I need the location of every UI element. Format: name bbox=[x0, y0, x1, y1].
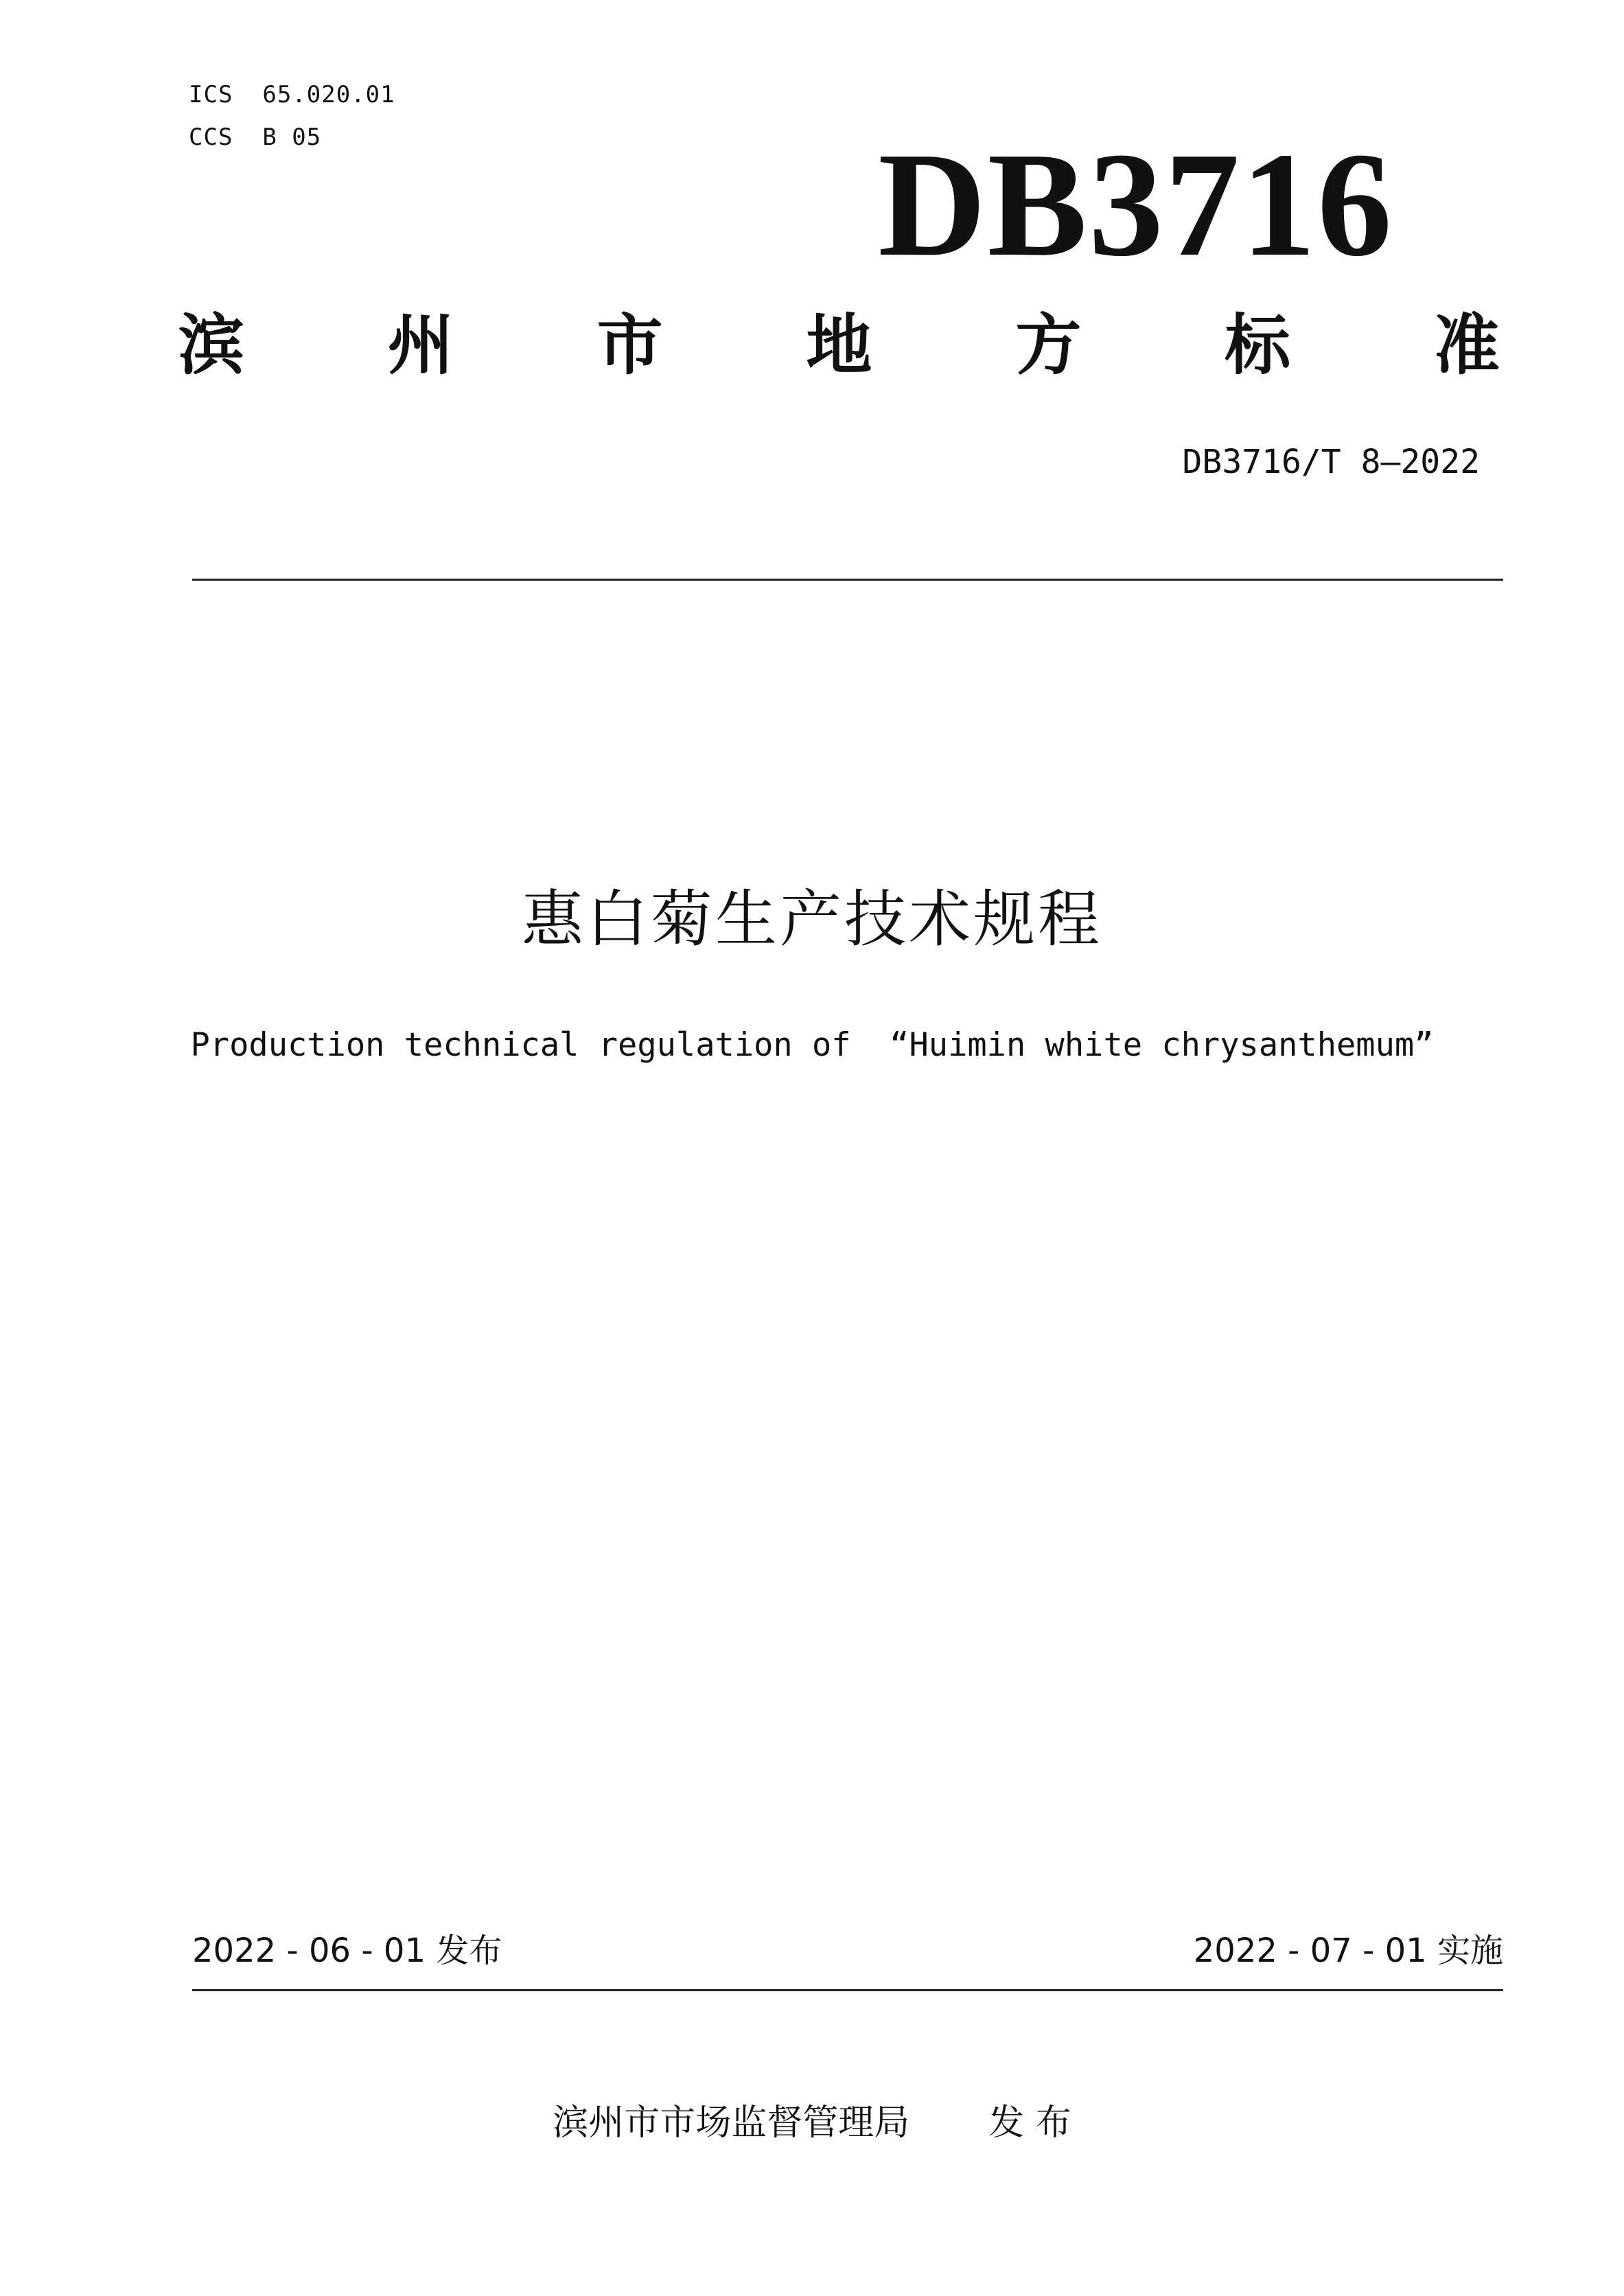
standard-type-char: 滨 bbox=[178, 307, 244, 384]
ics-code: ICS 65.020.01 bbox=[189, 81, 395, 108]
footer-divider bbox=[192, 1989, 1503, 1991]
standard-number: DB3716/T 8—2022 bbox=[1182, 443, 1480, 481]
title-chinese: 惠白菊生产技术规程 bbox=[522, 883, 1102, 955]
publish-date: 2022 - 06 - 01 发布 bbox=[192, 1932, 502, 1970]
issuer-name: 滨州市市场监督管理局 bbox=[553, 2102, 910, 2144]
standard-type-char: 州 bbox=[387, 307, 454, 384]
issuer-action: 发 布 bbox=[988, 2102, 1071, 2144]
standard-type-char: 地 bbox=[806, 307, 872, 384]
standard-type-char: 市 bbox=[596, 307, 663, 384]
standard-mark: DB3716 bbox=[878, 122, 1393, 288]
header-divider bbox=[192, 579, 1503, 581]
implement-date: 2022 - 07 - 01 实施 bbox=[1193, 1932, 1503, 1970]
standard-type-char: 标 bbox=[1225, 307, 1291, 384]
standard-type bbox=[178, 307, 1500, 384]
ccs-code: CCS B 05 bbox=[189, 124, 322, 151]
issuer bbox=[0, 2094, 1624, 2145]
title-english: Production technical regulation of “Huimin white chrysanthemum” bbox=[190, 1026, 1434, 1064]
standard-type-char: 方 bbox=[1015, 307, 1082, 384]
standard-type-char: 准 bbox=[1433, 307, 1500, 384]
